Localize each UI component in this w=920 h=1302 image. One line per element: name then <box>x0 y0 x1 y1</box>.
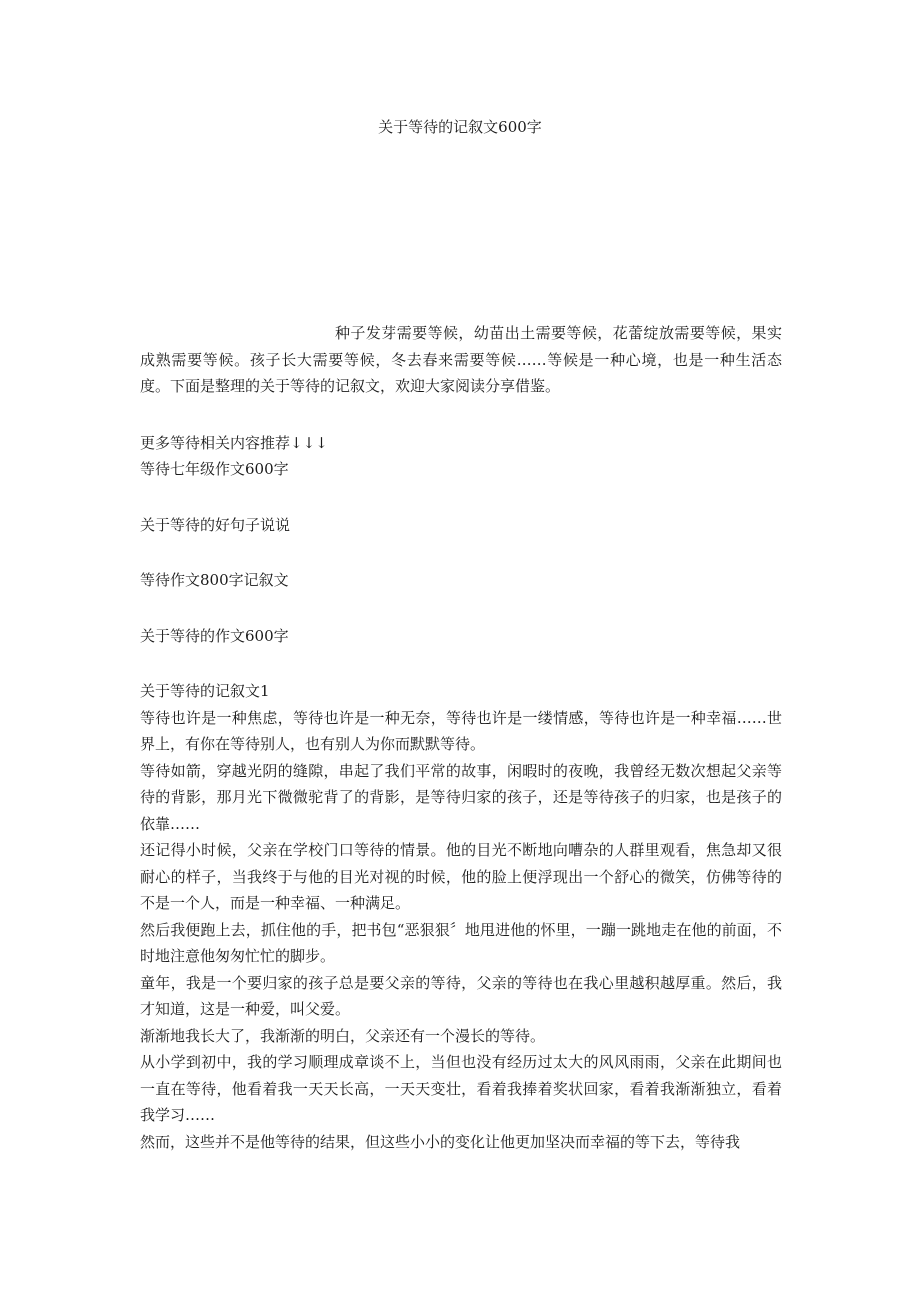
body-paragraph: 然而，这些并不是他等待的结果，但这些小小的变化让他更加坚决而幸福的等下去，等待我 <box>140 1132 741 1151</box>
body-paragraph: 等待也许是一种焦虑，等待也许是一种无奈，等待也许是一缕情感，等待也许是一种幸福……世界上，有你在等待别人，也有别人为你而默默等待。 <box>140 708 782 753</box>
body-paragraph: 还记得小时候，父亲在学校门口等待的情景。他的目光不断地向嘈杂的人群里观看，焦急却又很耐心的样子，当我终于与他的目光对视的时候，他的脸上便浮现出一个舒心的微笑，仿佛等待的不是一个人，而是一种幸福、一种满足。 <box>140 841 782 912</box>
section-heading: 关于等待的记叙文1 <box>140 682 270 700</box>
recommend-link[interactable]: 等待七年级作文600字 <box>140 460 289 478</box>
recommend-link[interactable]: 关于等待的好句子说说 <box>140 515 291 534</box>
document-title: 关于等待的记叙文600字 <box>378 118 542 136</box>
document-body <box>140 320 782 1155</box>
body-paragraph: 童年，我是一个要归家的孩子总是要父亲的等待，父亲的等待也在我心里越积越厚重。然后，我才知道，这是一种爱，叫父爱。 <box>140 973 782 1018</box>
body-paragraph: 渐渐地我长大了，我渐渐的明白，父亲还有一个漫长的等待。 <box>140 1026 546 1045</box>
body-paragraph: 等待如箭，穿越光阴的缝隙，串起了我们平常的故事，闲暇时的夜晚，我曾经无数次想起父亲等待的背影，那月光下微微驼背了的背影，是等待归家的孩子，还是等待孩子的归家，也是孩子的依靠…… <box>140 761 782 833</box>
recommend-heading: 更多等待相关内容推荐↓↓↓ <box>140 433 328 452</box>
body-paragraph: 然后我便跑上去，抓住他的手，把书包“恶狠狠〞地甩进他的怀里，一蹦一跳地走在他的前面，不时地注意他匆匆忙忙的脚步。 <box>140 920 782 965</box>
body-paragraph: 从小学到初中，我的学习顺理成章谈不上，当但也没有经历过太大的风风雨雨，父亲在此期间也一直在等待，他看着我一天天长高，一天天变壮，看着我捧着奖状回家，看着我渐渐独立，看着我学习…… <box>140 1053 782 1124</box>
recommend-link[interactable]: 关于等待的作文600字 <box>140 626 289 645</box>
recommend-link[interactable]: 等待作文800字记叙文 <box>140 571 289 589</box>
intro-paragraph: 种子发芽需要等候，幼苗出土需要等候，花蕾绽放需要等候，果实成熟需要等候。孩子长大需要等候，冬去春来需要等候……等候是一种心境，也是一种生活态度。下面是整理的关于等待的记叙文，欢迎大家阅读分享借鉴。 <box>140 324 782 395</box>
